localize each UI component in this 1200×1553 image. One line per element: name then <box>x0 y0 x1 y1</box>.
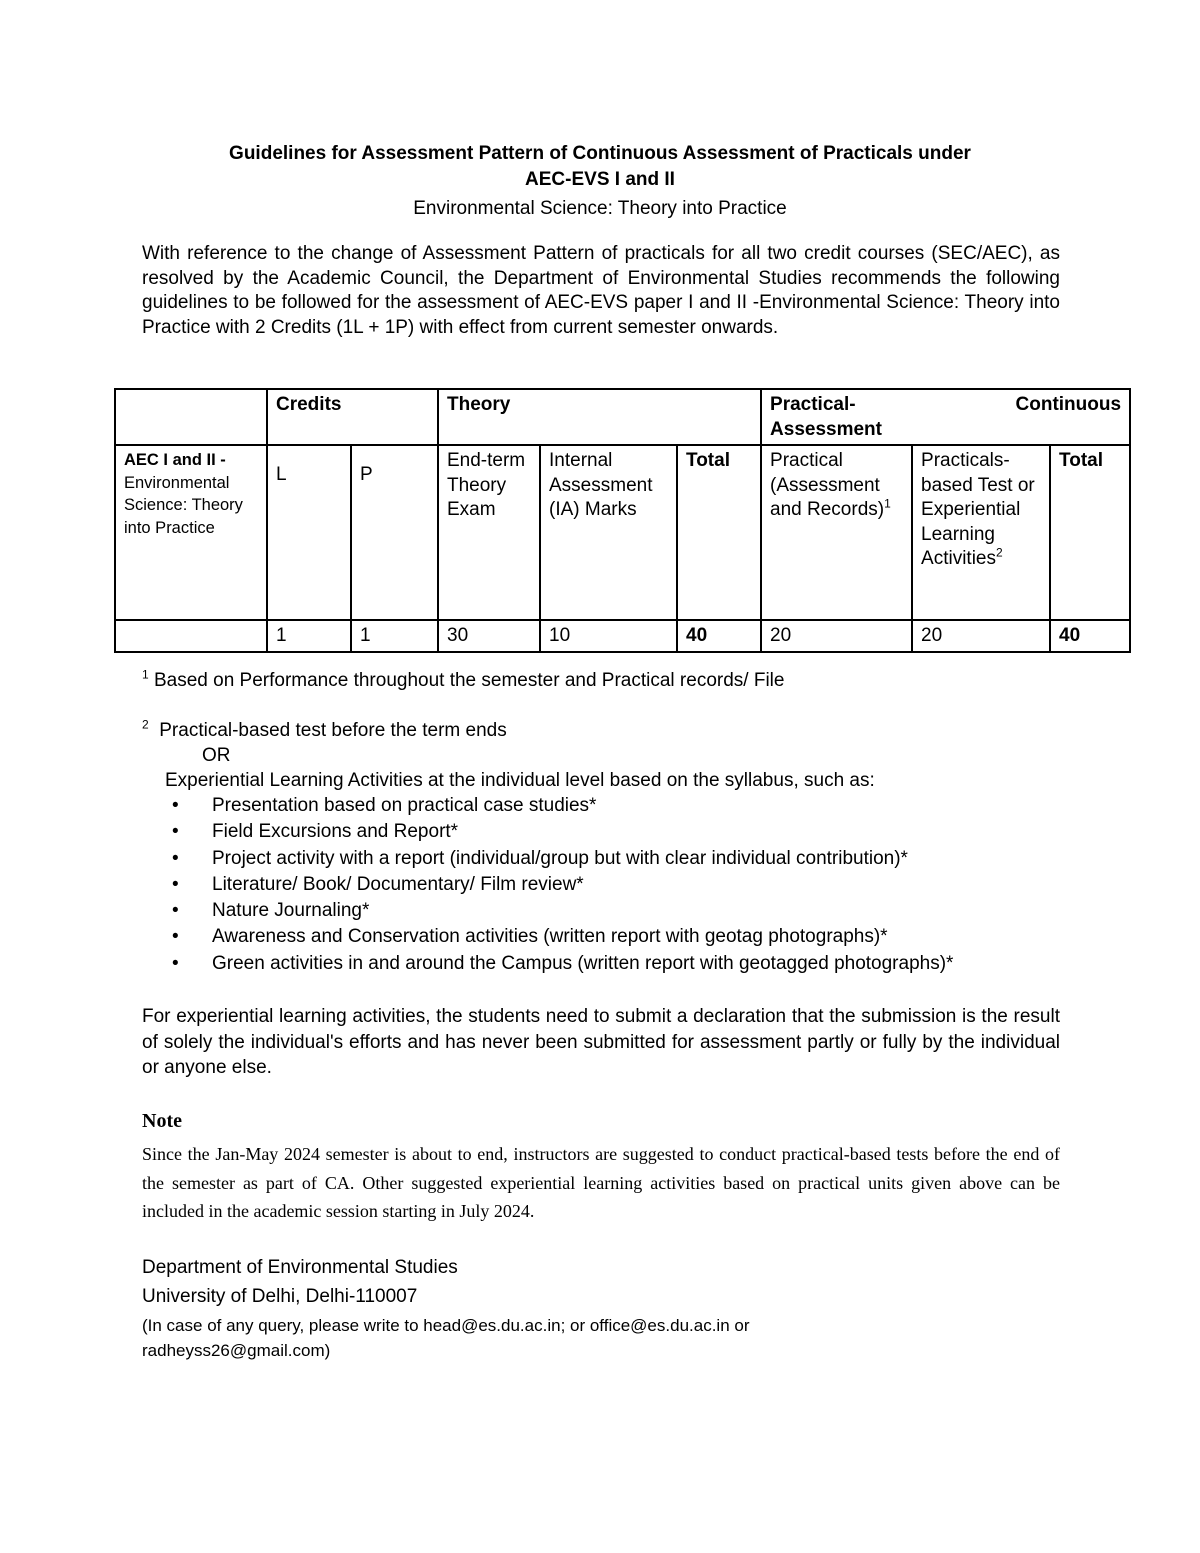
practical-label: P <box>360 464 373 485</box>
list-item <box>142 898 1082 924</box>
document-subtitle: Environmental Science: Theory into Practice <box>413 198 787 219</box>
lecture-label: L <box>276 464 287 485</box>
practical-ca-header-line-1 <box>770 393 1121 418</box>
declaration-paragraph: For experiential learning activities, the students need to submit a declaration that the submission is the result of solely the individual's efforts and has never been submitted for assessment partly or fully by the individual or anyone else. <box>142 1006 1060 1078</box>
query-line-2: radheyss26@gmail.com) <box>142 1341 331 1360</box>
practical-records-label: Practical (Assessment and Records) <box>770 450 885 520</box>
table-header-empty-cell <box>115 389 267 445</box>
practical-records-value: 20 <box>761 620 912 652</box>
list-item <box>142 872 1082 898</box>
activity-text: Project activity with a report (individual/group but with clear individual contribution)* <box>212 847 908 869</box>
lecture-credit-header <box>267 445 351 620</box>
activity-text: Literature/ Book/ Documentary/ Film review* <box>212 873 584 895</box>
footnote-2 <box>142 718 1082 743</box>
footnote-2-text: Practical-based test before the term ends <box>159 720 507 741</box>
footnote-2-mark: 2 <box>142 717 149 732</box>
activities-list <box>142 793 1082 977</box>
department-name: Department of Environmental Studies <box>142 1257 458 1278</box>
intro-paragraph: With reference to the change of Assessment Pattern of practicals for all two credit courses (SEC/AEC), as resolved by the Academic Council, the Department of Environmental Studies recommends the following guidelines to be followed for the assessment of AEC-EVS paper I and II -Environmental Science: Theory into Practice with 2 Credits (1L + 1P) with effect from current semester onwards. <box>142 243 1060 338</box>
internal-assessment-header: Internal Assessment (IA) Marks <box>540 445 677 620</box>
document-title-line-1: Guidelines for Assessment Pattern of Continuous Assessment of Practicals under <box>229 143 971 164</box>
course-name-cell <box>115 445 267 620</box>
practicals-based-label: Practicals-based Test or Experiential Learning Activities <box>921 450 1035 569</box>
activity-text: Presentation based on practical case studies* <box>212 795 597 816</box>
practical-ca-header <box>761 389 1130 445</box>
activity-text: Field Excursions and Report* <box>212 821 459 843</box>
list-item <box>142 819 1082 845</box>
assessment-table <box>114 388 1131 653</box>
table-subheader-row <box>115 445 1130 620</box>
bullet-icon: • <box>172 795 179 816</box>
practical-header-right: Continuous <box>1015 394 1122 415</box>
query-line-1: (In case of any query, please write to head@es.du.ac.in; or office@es.du.ac.in or <box>142 1316 750 1335</box>
practicals-based-value: 20 <box>912 620 1050 652</box>
list-item <box>142 924 1082 950</box>
document-title-line-2: AEC-EVS I and II <box>525 169 675 190</box>
course-name-rest: Environmental Science: Theory into Practice <box>124 473 243 537</box>
activity-text: Green activities in and around the Campus (written report with geotagged photographs)* <box>212 952 954 974</box>
practical-header-line-2: Assessment <box>770 418 882 440</box>
practical-total-header: Total <box>1050 445 1130 620</box>
or-separator: OR <box>202 745 231 766</box>
practical-total-value: 40 <box>1050 620 1130 652</box>
practicals-based-header <box>912 445 1050 620</box>
university-address: University of Delhi, Delhi-110007 <box>142 1286 418 1307</box>
footnote-2-ref: 2 <box>996 545 1003 560</box>
activity-text: Nature Journaling* <box>212 900 370 922</box>
practical-records-header <box>761 445 912 620</box>
table-header-row <box>115 389 1130 445</box>
experiential-intro: Experiential Learning Activities at the individual level based on the syllabus, such as: <box>165 770 875 791</box>
note-paragraph: Since the Jan-May 2024 semester is about to end, instructors are suggested to conduct practical-based tests before the end of the semester as part of CA. Other suggested experiential learning activities based on practical units given above can be included in the academic session starting in July 2024. <box>142 1144 1060 1221</box>
practical-credit-value: 1 <box>351 620 438 652</box>
bullet-icon: • <box>172 873 179 895</box>
footnotes-section <box>142 668 1082 977</box>
lecture-credit-value: 1 <box>267 620 351 652</box>
theory-total-header: Total <box>677 445 761 620</box>
footnote-1-text: Based on Performance throughout the semester and Practical records/ File <box>153 670 785 691</box>
credits-header: Credits <box>267 389 438 445</box>
theory-header: Theory <box>438 389 761 445</box>
activity-text: Awareness and Conservation activities (written report with geotag photographs)* <box>212 926 888 948</box>
footnote-1 <box>142 668 1082 694</box>
bullet-icon: • <box>172 821 179 843</box>
bullet-icon: • <box>172 900 179 922</box>
end-term-header: End-term Theory Exam <box>438 445 540 620</box>
values-empty-cell <box>115 620 267 652</box>
practical-credit-header <box>351 445 438 620</box>
table-values-row <box>115 620 1130 652</box>
bullet-icon: • <box>172 847 179 869</box>
list-item <box>142 793 1082 819</box>
internal-assessment-value: 10 <box>540 620 677 652</box>
bullet-icon: • <box>172 926 179 948</box>
signature-block <box>142 1253 1082 1363</box>
practical-header-left: Practical- <box>770 394 856 415</box>
title-block <box>0 141 1200 223</box>
list-item <box>142 846 1082 872</box>
bullet-icon: • <box>172 952 179 974</box>
end-term-value: 30 <box>438 620 540 652</box>
list-item <box>142 951 1082 977</box>
footnote-1-ref: 1 <box>884 496 891 511</box>
theory-total-value: 40 <box>677 620 761 652</box>
course-name-bold: AEC I and II - <box>124 451 226 469</box>
note-heading: Note <box>142 1110 182 1132</box>
footnote-1-mark: 1 <box>142 667 149 682</box>
query-contact <box>142 1313 1082 1363</box>
